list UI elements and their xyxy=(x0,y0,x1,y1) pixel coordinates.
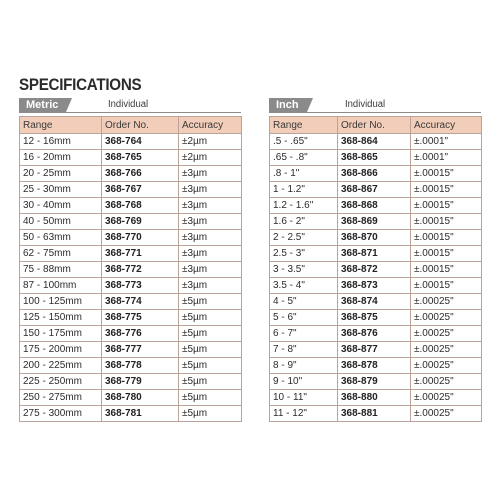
table-row xyxy=(270,390,482,406)
metric-section-header xyxy=(19,98,241,114)
table-row xyxy=(20,246,242,262)
cell-range: 8 - 9" xyxy=(270,358,338,374)
table-row xyxy=(270,182,482,198)
cell-range: 20 - 25mm xyxy=(20,166,102,182)
table-row xyxy=(20,342,242,358)
table-row xyxy=(270,198,482,214)
cell-order-no: 368-871 xyxy=(338,246,411,262)
inch-header-row xyxy=(270,117,482,134)
cell-range: 87 - 100mm xyxy=(20,278,102,294)
cell-order-no: 368-867 xyxy=(338,182,411,198)
table-row xyxy=(270,166,482,182)
cell-accuracy: ±.00015" xyxy=(411,262,482,278)
cell-range: 100 - 125mm xyxy=(20,294,102,310)
table-row xyxy=(20,406,242,422)
header-order-no: Order No. xyxy=(338,117,411,134)
cell-accuracy: ±.00015" xyxy=(411,166,482,182)
table-row xyxy=(20,134,242,150)
cell-range: 25 - 30mm xyxy=(20,182,102,198)
cell-order-no: 368-779 xyxy=(102,374,179,390)
header-accuracy: Accuracy xyxy=(411,117,482,134)
table-row xyxy=(270,310,482,326)
cell-order-no: 368-864 xyxy=(338,134,411,150)
table-row xyxy=(270,230,482,246)
cell-accuracy: ±5µm xyxy=(179,310,242,326)
cell-accuracy: ±3µm xyxy=(179,230,242,246)
cell-accuracy: ±.00015" xyxy=(411,246,482,262)
cell-accuracy: ±5µm xyxy=(179,342,242,358)
cell-order-no: 368-868 xyxy=(338,198,411,214)
header-order-no: Order No. xyxy=(102,117,179,134)
cell-order-no: 368-876 xyxy=(338,326,411,342)
cell-accuracy: ±3µm xyxy=(179,246,242,262)
cell-range: 9 - 10" xyxy=(270,374,338,390)
cell-order-no: 368-874 xyxy=(338,294,411,310)
cell-order-no: 368-765 xyxy=(102,150,179,166)
cell-accuracy: ±.00025" xyxy=(411,358,482,374)
table-row xyxy=(270,150,482,166)
cell-order-no: 368-875 xyxy=(338,310,411,326)
cell-accuracy: ±.00025" xyxy=(411,294,482,310)
inch-label: Inch xyxy=(269,98,307,112)
table-row xyxy=(270,326,482,342)
cell-accuracy: ±5µm xyxy=(179,374,242,390)
table-row xyxy=(20,390,242,406)
cell-order-no: 368-778 xyxy=(102,358,179,374)
cell-accuracy: ±.00015" xyxy=(411,198,482,214)
table-row xyxy=(20,374,242,390)
table-row xyxy=(270,406,482,422)
cell-order-no: 368-773 xyxy=(102,278,179,294)
cell-accuracy: ±.00025" xyxy=(411,326,482,342)
cell-order-no: 368-776 xyxy=(102,326,179,342)
cell-range: 225 - 250mm xyxy=(20,374,102,390)
table-row xyxy=(20,214,242,230)
metric-table-body xyxy=(20,134,242,422)
header-range: Range xyxy=(270,117,338,134)
table-row xyxy=(20,198,242,214)
cell-range: .8 - 1" xyxy=(270,166,338,182)
cell-order-no: 368-768 xyxy=(102,198,179,214)
table-row xyxy=(20,326,242,342)
table-row xyxy=(270,278,482,294)
table-row xyxy=(20,358,242,374)
cell-range: 16 - 20mm xyxy=(20,150,102,166)
cell-accuracy: ±.0001" xyxy=(411,134,482,150)
cell-range: 175 - 200mm xyxy=(20,342,102,358)
metric-header-row xyxy=(20,117,242,134)
inch-section xyxy=(269,98,481,422)
cell-order-no: 368-865 xyxy=(338,150,411,166)
cell-accuracy: ±3µm xyxy=(179,278,242,294)
cell-range: 150 - 175mm xyxy=(20,326,102,342)
cell-order-no: 368-770 xyxy=(102,230,179,246)
cell-accuracy: ±3µm xyxy=(179,262,242,278)
table-row xyxy=(20,166,242,182)
cell-accuracy: ±2µm xyxy=(179,134,242,150)
table-row xyxy=(270,374,482,390)
cell-order-no: 368-881 xyxy=(338,406,411,422)
table-row xyxy=(20,150,242,166)
table-row xyxy=(270,342,482,358)
cell-range: 4 - 5" xyxy=(270,294,338,310)
metric-spec-table xyxy=(19,116,242,422)
table-row xyxy=(270,262,482,278)
page-title: SPECIFICATIONS xyxy=(19,76,142,94)
cell-range: 1.6 - 2" xyxy=(270,214,338,230)
header-range: Range xyxy=(20,117,102,134)
metric-label: Metric xyxy=(19,98,66,112)
cell-accuracy: ±.00025" xyxy=(411,374,482,390)
cell-range: 11 - 12" xyxy=(270,406,338,422)
cell-order-no: 368-880 xyxy=(338,390,411,406)
cell-accuracy: ±2µm xyxy=(179,150,242,166)
cell-order-no: 368-870 xyxy=(338,230,411,246)
cell-order-no: 368-879 xyxy=(338,374,411,390)
cell-range: 275 - 300mm xyxy=(20,406,102,422)
cell-accuracy: ±.00015" xyxy=(411,214,482,230)
cell-range: 30 - 40mm xyxy=(20,198,102,214)
cell-range: 3 - 3.5" xyxy=(270,262,338,278)
cell-range: 3.5 - 4" xyxy=(270,278,338,294)
cell-accuracy: ±.00015" xyxy=(411,182,482,198)
inch-subtitle: Individual xyxy=(345,99,386,110)
cell-order-no: 368-766 xyxy=(102,166,179,182)
table-row xyxy=(20,310,242,326)
cell-order-no: 368-777 xyxy=(102,342,179,358)
cell-accuracy: ±.00025" xyxy=(411,406,482,422)
cell-accuracy: ±5µm xyxy=(179,390,242,406)
table-row xyxy=(20,294,242,310)
cell-order-no: 368-772 xyxy=(102,262,179,278)
cell-accuracy: ±5µm xyxy=(179,358,242,374)
inch-table-body xyxy=(270,134,482,422)
cell-order-no: 368-866 xyxy=(338,166,411,182)
cell-accuracy: ±5µm xyxy=(179,294,242,310)
cell-accuracy: ±3µm xyxy=(179,182,242,198)
metric-subtitle: Individual xyxy=(108,99,149,110)
metric-divider xyxy=(19,112,241,113)
cell-range: 6 - 7" xyxy=(270,326,338,342)
table-row xyxy=(270,134,482,150)
cell-range: 62 - 75mm xyxy=(20,246,102,262)
cell-order-no: 368-774 xyxy=(102,294,179,310)
cell-order-no: 368-872 xyxy=(338,262,411,278)
cell-order-no: 368-764 xyxy=(102,134,179,150)
cell-range: 10 - 11" xyxy=(270,390,338,406)
table-row xyxy=(20,182,242,198)
table-row xyxy=(270,294,482,310)
cell-accuracy: ±5µm xyxy=(179,326,242,342)
table-row xyxy=(270,214,482,230)
cell-accuracy: ±.00025" xyxy=(411,390,482,406)
table-row xyxy=(20,278,242,294)
cell-range: 75 - 88mm xyxy=(20,262,102,278)
table-row xyxy=(270,246,482,262)
inch-divider xyxy=(269,112,481,113)
cell-range: 125 - 150mm xyxy=(20,310,102,326)
cell-range: .65 - .8" xyxy=(270,150,338,166)
cell-order-no: 368-780 xyxy=(102,390,179,406)
cell-range: 2.5 - 3" xyxy=(270,246,338,262)
cell-range: 1.2 - 1.6" xyxy=(270,198,338,214)
cell-accuracy: ±.00025" xyxy=(411,310,482,326)
cell-accuracy: ±3µm xyxy=(179,214,242,230)
table-row xyxy=(20,230,242,246)
cell-range: 50 - 63mm xyxy=(20,230,102,246)
cell-range: 250 - 275mm xyxy=(20,390,102,406)
cell-order-no: 368-769 xyxy=(102,214,179,230)
cell-range: 7 - 8" xyxy=(270,342,338,358)
table-row xyxy=(20,262,242,278)
cell-accuracy: ±5µm xyxy=(179,406,242,422)
cell-range: 200 - 225mm xyxy=(20,358,102,374)
cell-range: 12 - 16mm xyxy=(20,134,102,150)
cell-range: 1 - 1.2" xyxy=(270,182,338,198)
cell-order-no: 368-781 xyxy=(102,406,179,422)
cell-order-no: 368-877 xyxy=(338,342,411,358)
cell-accuracy: ±3µm xyxy=(179,166,242,182)
inch-spec-table xyxy=(269,116,482,422)
cell-accuracy: ±.0001" xyxy=(411,150,482,166)
cell-order-no: 368-878 xyxy=(338,358,411,374)
cell-order-no: 368-767 xyxy=(102,182,179,198)
inch-section-header xyxy=(269,98,481,114)
cell-order-no: 368-771 xyxy=(102,246,179,262)
cell-order-no: 368-873 xyxy=(338,278,411,294)
cell-accuracy: ±.00015" xyxy=(411,230,482,246)
cell-accuracy: ±3µm xyxy=(179,198,242,214)
cell-range: 40 - 50mm xyxy=(20,214,102,230)
header-accuracy: Accuracy xyxy=(179,117,242,134)
cell-range: 5 - 6" xyxy=(270,310,338,326)
metric-section xyxy=(19,98,241,422)
cell-range: 2 - 2.5" xyxy=(270,230,338,246)
table-row xyxy=(270,358,482,374)
cell-accuracy: ±.00025" xyxy=(411,342,482,358)
cell-order-no: 368-869 xyxy=(338,214,411,230)
cell-accuracy: ±.00015" xyxy=(411,278,482,294)
cell-order-no: 368-775 xyxy=(102,310,179,326)
cell-range: .5 - .65" xyxy=(270,134,338,150)
